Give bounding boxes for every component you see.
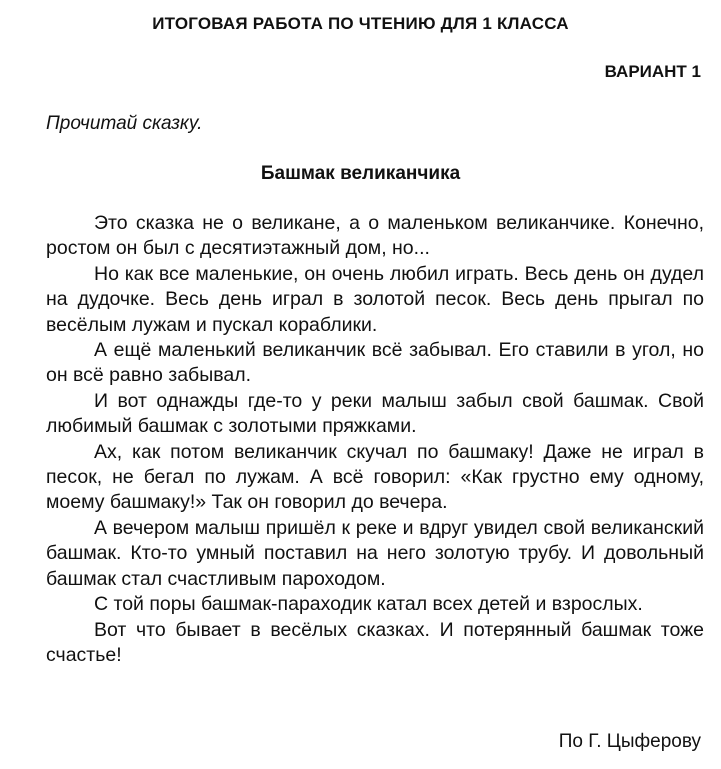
story-paragraph: Вот что бывает в весёлых сказках. И потерянный башмак тоже счастье! [46, 618, 704, 666]
reading-instruction: Прочитай сказку. [46, 113, 203, 134]
story-paragraph: А ещё маленький великанчик всё забывал. Его ставили в угол, но он всё равно забывал. [46, 339, 704, 387]
variant-label: ВАРИАНТ 1 [604, 62, 701, 81]
worksheet-title: ИТОГОВАЯ РАБОТА ПО ЧТЕНИЮ ДЛЯ 1 КЛАССА [152, 14, 569, 33]
story-paragraph: А вечером малыш пришёл к реке и вдруг увидел свой великанский башмак. Кто-то умный поставил на него золотую трубу. И довольный башмак стал счастливым пароходом. [46, 516, 704, 590]
story-title: Башмак великанчика [260, 163, 461, 184]
story-paragraph: С той поры башмак-параходик катал всех детей и взрослых. [94, 593, 643, 616]
story-text [46, 211, 704, 668]
story-author: По Г. Цыферову [558, 731, 701, 752]
story-paragraph: Это сказка не о великане, а о маленьком великанчике. Конечно, ростом он был с десятиэтажный дом, но... [46, 212, 704, 260]
story-paragraph: Но как все маленькие, он очень любил играть. Весь день он дудел на дудочке. Весь день играл в золотой песок. Весь день прыгал по весёлым лужам и пускал кораблики. [46, 262, 704, 336]
story-paragraph: Ах, как потом великанчик скучал по башмаку! Даже не играл в песок, не бегал по лужам. А всё говорил: «Как грустно ему одному, моему башмаку!» Так он говорил до вечера. [46, 440, 704, 514]
story-paragraph: И вот однажды где-то у реки малыш забыл свой башмак. Свой любимый башмак с золотыми пряжками. [46, 389, 704, 438]
